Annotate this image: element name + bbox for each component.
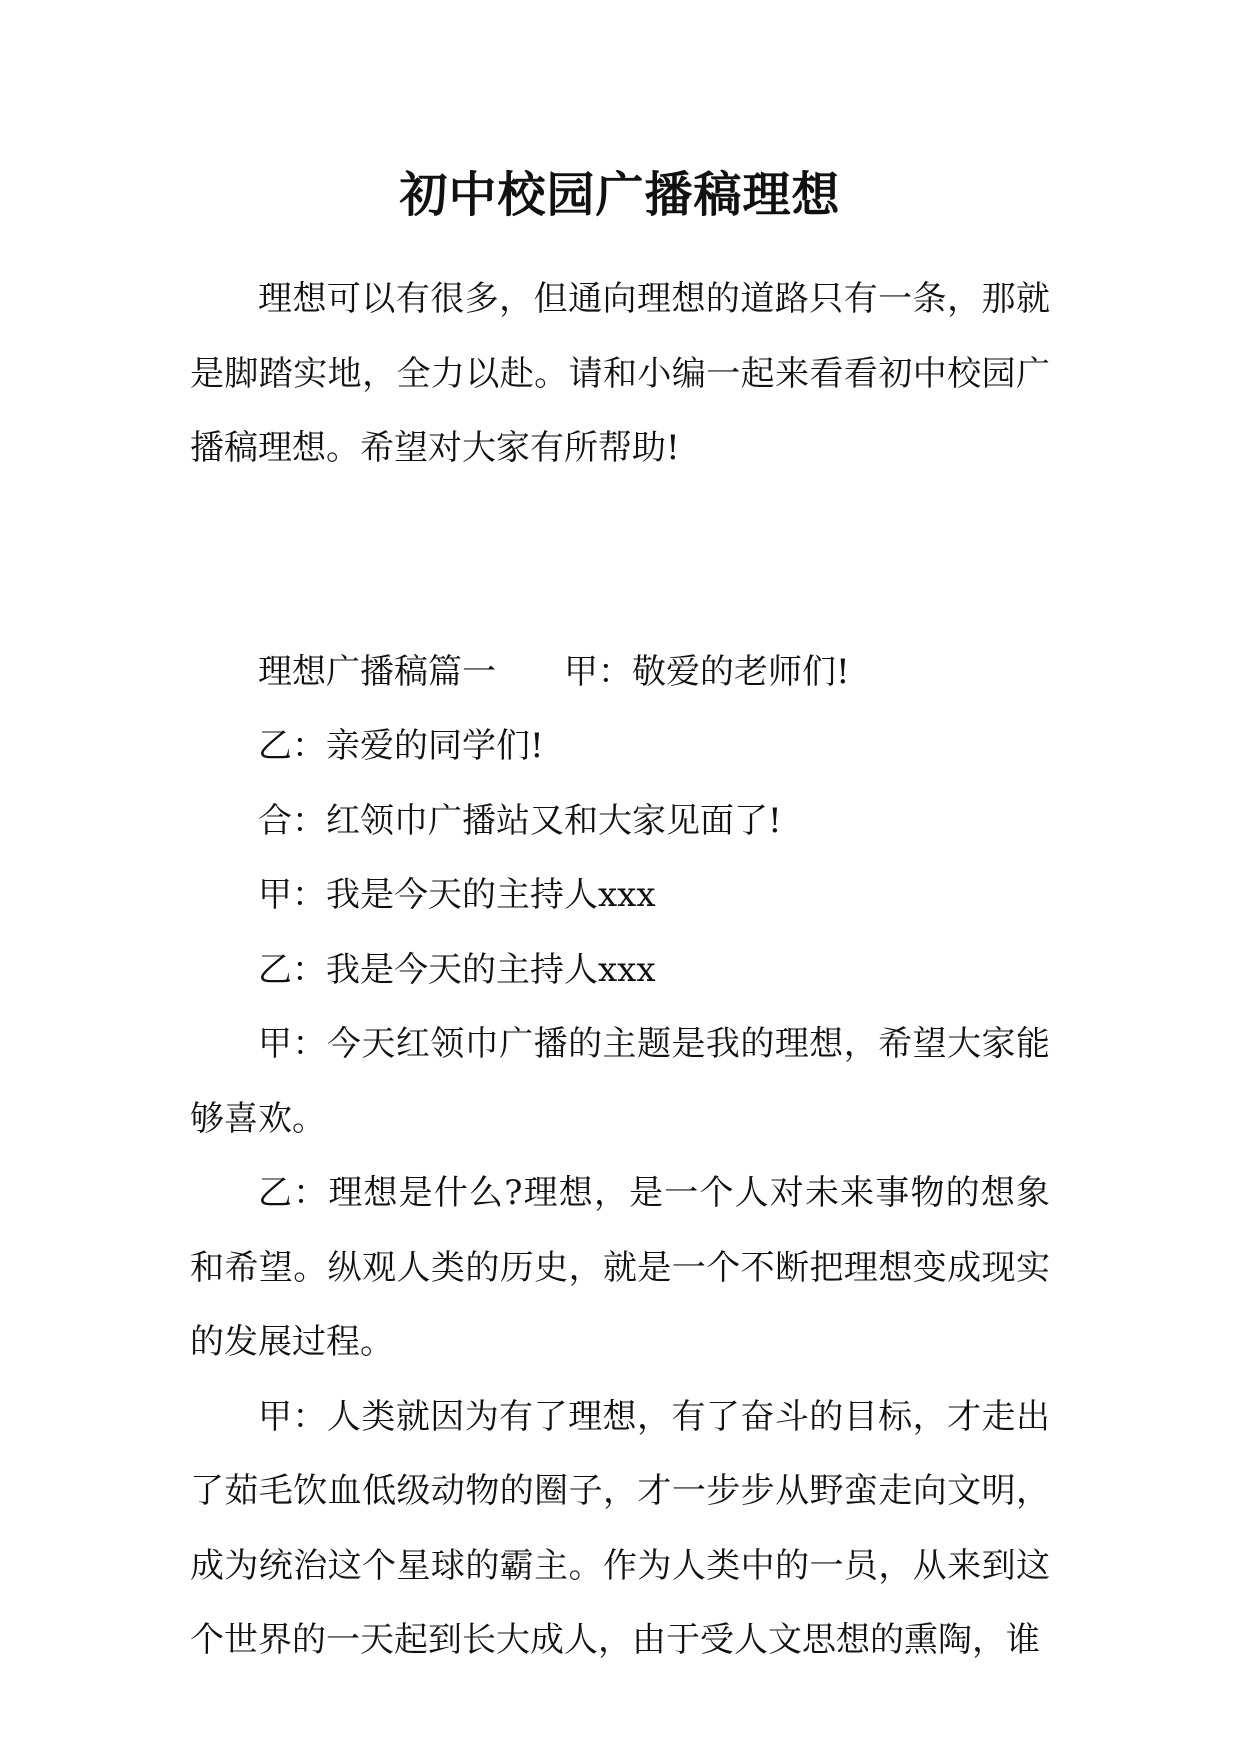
dialogue-paragraph: 甲：人类就因为有了理想，有了奋斗的目标，才走出了茹毛饮血低级动物的圈子，才一步步从野蛮走向文明，成为统治这个星球的霸主。作为人类中的一员，从来到这个世界的一天起到长大成人，由于受人文思想的熏陶，谁 bbox=[190, 1396, 1050, 1660]
section-heading: 理想广播稿篇一 bbox=[258, 651, 496, 692]
section-heading-line bbox=[190, 635, 1050, 710]
dialogue-paragraph: 乙：亲爱的同学们! bbox=[258, 726, 544, 766]
dialogue-paragraph: 合：红领巾广播站又和大家见面了! bbox=[258, 800, 782, 841]
dialogue-paragraph: 乙：理想是什么?理想，是一个人对未来事物的想象和希望。纵观人类的历史，就是一个不断把理想变成现实的发展过程。 bbox=[190, 1173, 1050, 1362]
dialogue-paragraph: 甲：我是今天的主持人xxx bbox=[258, 875, 656, 915]
intro-paragraph: 理想可以有很多，但通向理想的道路只有一条，那就是脚踏实地，全力以赴。请和小编一起来看看初中校园广播稿理想。希望对大家有所帮助! bbox=[190, 279, 1050, 468]
section-first-line: 甲：敬爱的老师们! bbox=[564, 651, 850, 692]
document-body bbox=[190, 262, 1050, 1678]
document-title: 初中校园广播稿理想 bbox=[399, 167, 841, 223]
dialogue-paragraph: 乙：我是今天的主持人xxx bbox=[258, 949, 656, 990]
section-spacer bbox=[190, 486, 1050, 635]
dialogue-paragraph: 甲：今天红领巾广播的主题是我的理想，希望大家能够喜欢。 bbox=[190, 1024, 1050, 1139]
